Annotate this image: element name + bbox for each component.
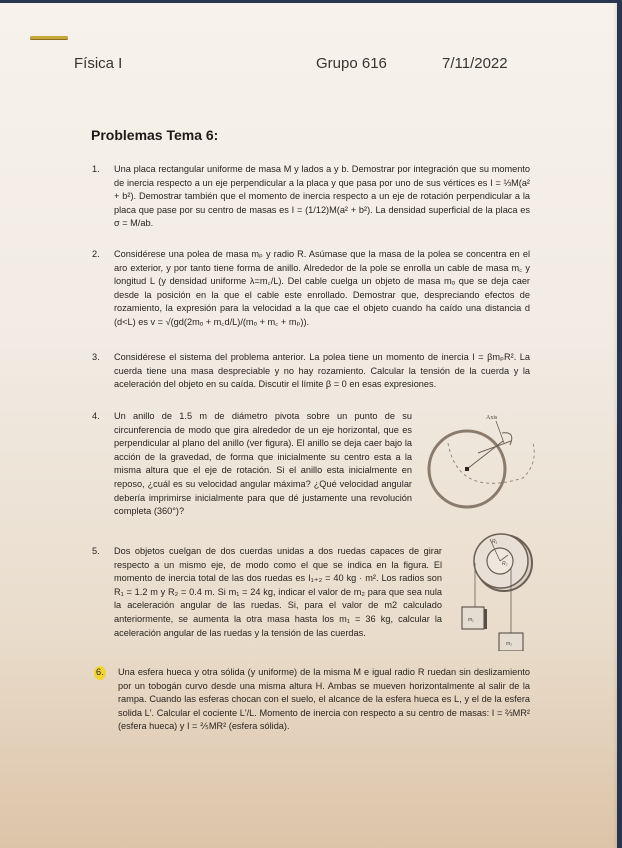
ring-pivot-figure [418,403,542,527]
r1-label: R₁ [492,539,498,545]
problem-5 [92,545,442,640]
m2-label: m₂ [506,641,513,647]
problem-2 [92,248,530,330]
problem-number-highlighted: 6. [94,666,106,680]
problem-text: Considérese el sistema del problema anterior. La polea tiene un momento de inercia I = βmₚR². La cuerda tiene una masa despreciable y no hay rozamiento. Calcular la tensión de la cuerda y la aceleración del objeto en su caída. Discutir el límite β = 0 en esas expresiones. [114,352,530,390]
document-page [0,3,617,848]
problem-number: 5. [92,546,100,556]
problem-text: Un anillo de 1.5 m de diámetro pivota sobre un punto de su circunferencia de modo que gira alrededor de un eje horizontal, que es perpendicular al plano del anillo (ver figura). El anillo se deja caer bajo la acción de la gravedad, de forma que inicialmente su centro esta a la misma altura que el eje de rotación. Si el anillo esta inicialmente en reposo, ¿cuál es su velocidad angular máxima? ¿Qué velocidad angular debería imprimirse inicialmente para que dé justamente una revolución completa (360°)? [114,411,412,517]
problem-text: Una esfera hueca y otra sólida (y uniforme) de la misma M e igual radio R ruedan sin deslizamiento por un tobogán curvo desde una misma altura H. Ambas se mueven horizontalmente al salir de la rampa. Cuando las esferas chocan con el suelo, el alcance de la esfera hueca es L, y el de la esfera solida L'. Calcular el cociente L'/L. Momento de inercia con respecto a su centro de masas: I = ⅔MR² (esfera hueca) y I = ⅖MR² (esfera sólida). [118,667,530,732]
double-wheel-figure [448,533,544,651]
problem-1 [92,163,530,231]
problem-number: 1. [92,164,100,174]
page-title: Problemas Tema 6: [91,127,219,143]
problem-3 [92,351,530,392]
staple-mark [30,36,68,39]
group-label: Grupo 616 [316,55,387,72]
problem-text: Considérese una polea de masa mₚ y radio R. Asúmase que la masa de la polea se concentra en el aro exterior, y por tanto tiene forma de anillo. Alrededor de la pole se enrolla un cable de masa m꜀ y longitud L (y densidad uniforme λ=m꜀/L). Del cable cuelga un objeto de masa mₒ que se deja caer desde la posición en la que el cable este enrollado. Demostrar que, despreciando efectos de rozamiento, la expresión para la velocidad a la que cae el objeto cuando ha caído una distancia d (d<L) es v = √(gd(2mₒ + m꜀d/L)/(mₒ + m꜀ + mₚ)). [114,249,530,327]
axis-label: Axis [486,415,498,421]
problem-6 [96,666,530,734]
problem-text: Dos objetos cuelgan de dos cuerdas unidas a dos ruedas capaces de girar respecto a un mismo eje, de modo como el que se indica en la figura. El momento de inercia total de las dos ruedas es I₁₊₂ = 40 kg · m². Los radios son R₁ = 1.2 m y R₂ = 0.4 m. Si m₁ = 24 kg, indicar el valor de m₂ para que sea nula la aceleración angular de las ruedas. Si, para el valor de m2 calculado anteriormente, se aumenta la otra masa hasta los m₁ = 36 kg, calcular la aceleración angular de las ruedas y la tensión de las cuerdas. [114,546,442,638]
r2-label: R₂ [502,561,508,567]
date-label: 7/11/2022 [442,55,508,72]
problem-number: 4. [92,411,100,421]
problem-number: 3. [92,352,100,362]
m1-label: m₁ [468,617,474,623]
course-name: Física I [74,55,123,72]
problem-text: Una placa rectangular uniforme de masa M y lados a y b. Demostrar por integración que su momento de inercia respecto a un eje perpendicular a la placa y que pasa por uno de sus vértices es I = ⅓M(a² + b²). Demostrar también que el momento de inercia respecto a un eje de rotación perpendicular a la placa que pase por su centro de masas es I = (1/12)M(a² + b²). La densidad superficial de la placa es σ = M/ab. [114,164,530,229]
problem-4 [92,410,412,519]
problem-number: 2. [92,249,100,259]
